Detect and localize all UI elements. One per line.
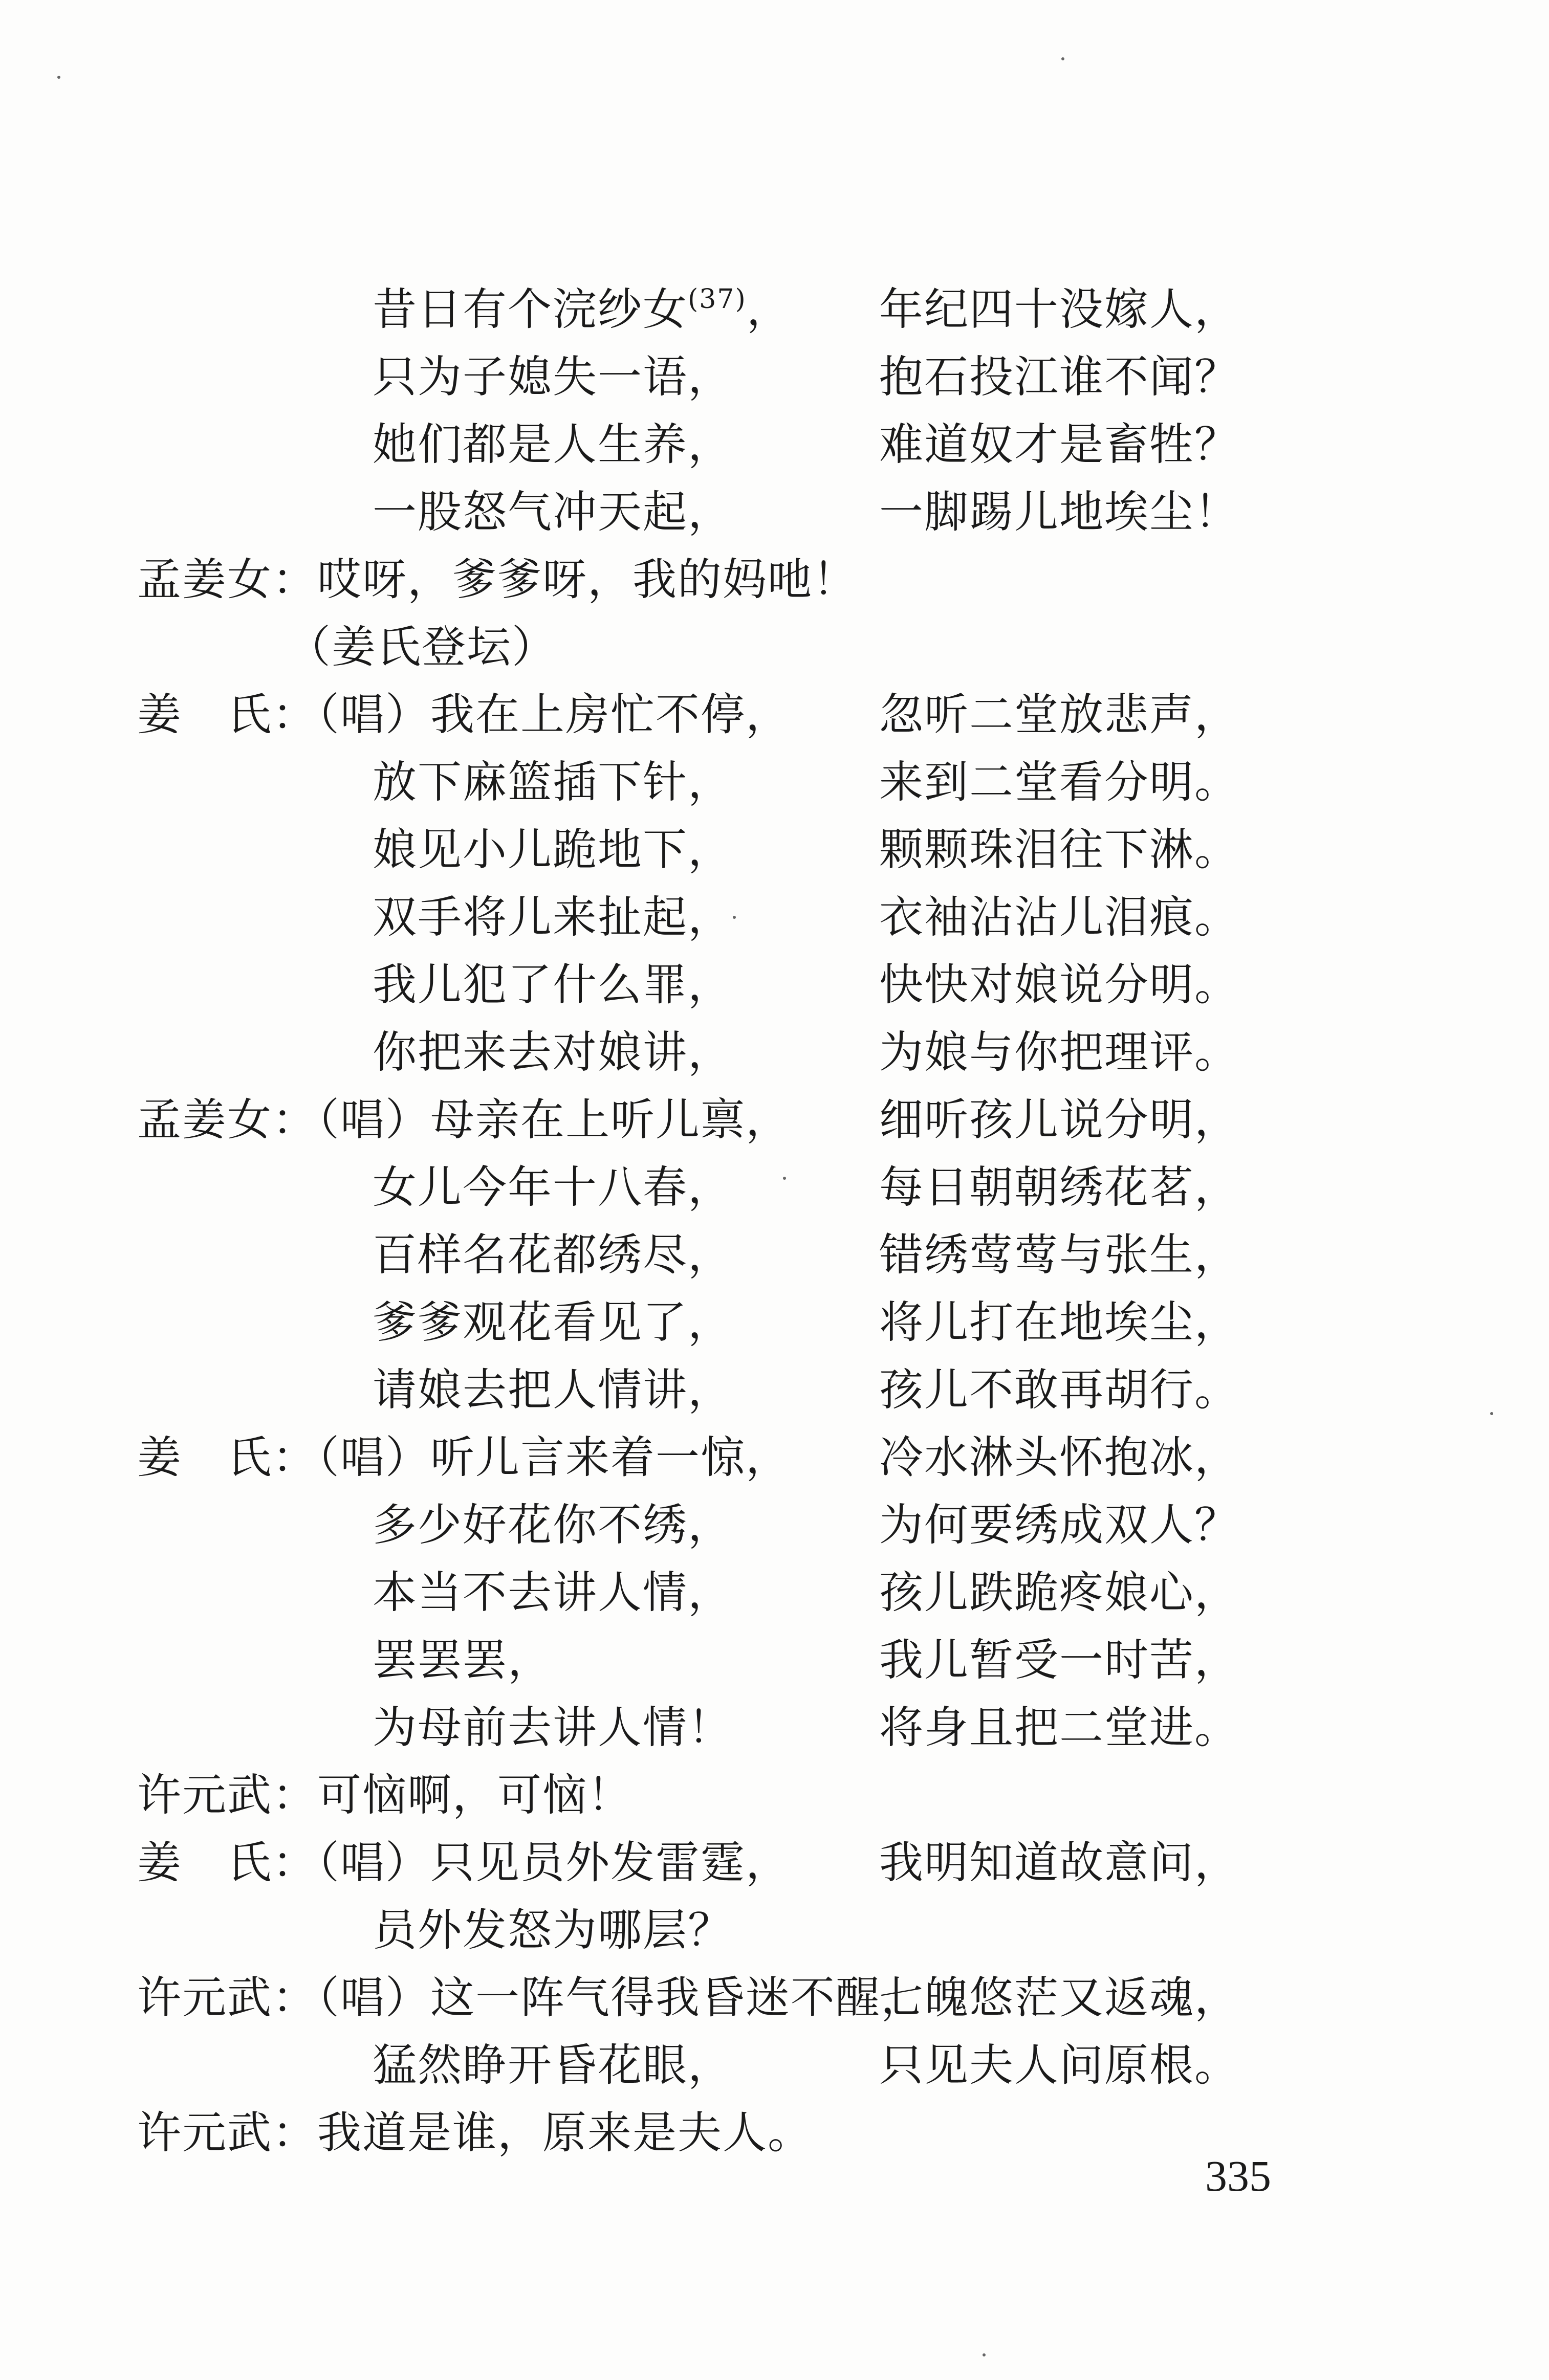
verse-left: 请娘去把人情讲， [373,1364,733,1416]
verse-left: 双手将儿来扯起， [373,892,733,943]
verse-left: 女儿今年十八春， [373,1162,733,1213]
scan-speck [733,916,736,919]
verse-right: 抱石投江谁不闻？ [879,351,1239,403]
stage-direction-text: （姜氏登坛） [287,622,557,673]
speaker-verse: 孟姜女：（唱）母亲在上听儿禀， [137,1094,791,1145]
verse-right: 冷水淋头怀抱冰， [879,1432,1239,1483]
verse-right: 孩儿不敢再胡行。 [879,1364,1239,1416]
dialogue-text: 孟姜女：哎呀，爹爹呀，我的妈吔！ [137,554,858,605]
scan-speck [983,2353,986,2356]
verse-left: 猛然睁开昏花眼， [373,2040,733,2091]
verse-right: 为娘与你把理评。 [879,1027,1239,1078]
speaker-verse: 姜 氏：（唱）听儿言来着一惊， [137,1432,791,1483]
verse-right: 为何要绣成双人？ [879,1500,1239,1551]
verse-left: 爹爹观花看见了， [373,1297,733,1348]
verse-left: 百样名花都绣尽， [373,1229,733,1281]
verse-left: 她们都是人生养， [373,419,733,470]
verse-right: 难道奴才是畜牲？ [879,419,1239,470]
verse-left: 多少好花你不绣， [373,1500,733,1551]
verse-right: 孩儿跌跪疼娘心， [879,1567,1239,1618]
verse-right: 错绣莺莺与张生， [879,1229,1239,1281]
verse-right: 快快对娘说分明。 [879,959,1239,1010]
verse-right: 我明知道故意问， [879,1837,1239,1888]
scan-speck [1061,57,1064,60]
verse-left: 娘见小儿跪地下， [373,824,733,875]
verse-right: 将身且把二堂进。 [879,1702,1239,1753]
verse-right: 七魄悠茫又返魂， [879,1972,1239,2023]
verse-right: 颗颗珠泪往下淋。 [879,824,1239,875]
verse-right: 年纪四十没嫁人， [879,284,1239,335]
verse-left: 只为子媳失一语， [373,351,733,403]
verse-right: 忽听二堂放悲声， [879,689,1239,740]
speaker-verse: 姜 氏：（唱）只见员外发雷霆， [137,1837,791,1888]
verse-right: 每日朝朝绣花茗， [879,1162,1239,1213]
verse-left: 你把来去对娘讲， [373,1027,733,1078]
verse-right: 细听孩儿说分明， [879,1094,1239,1145]
verse-left: 员外发怒为哪层？ [373,1905,733,1956]
page-number: 335 [1205,2151,1271,2200]
verse-right: 衣袖沾沾儿泪痕。 [879,892,1239,943]
verse-left: 为母前去讲人情！ [373,1702,733,1753]
verse-left: 昔日有个浣纱女$^{(37)}$， [373,284,792,335]
verse-left: 放下麻篮插下针， [373,757,733,808]
dialogue-text: 许元武：可恼啊，可恼！ [137,1770,632,1821]
footnote-marker: (37) [688,284,747,315]
verse-left: 我儿犯了什么罪， [373,959,733,1010]
speaker-verse: 姜 氏：（唱）我在上房忙不停， [137,689,791,740]
verse-right: 只见夫人问原根。 [879,2040,1239,2091]
scan-speck [57,76,60,79]
verse-left: 本当不去讲人情， [373,1567,733,1618]
speaker-verse: 许元武：（唱）这一阵气得我昏迷不醒， [137,1972,926,2023]
dialogue-text: 许元武：我道是谁，原来是夫人。 [137,2107,813,2158]
verse-left: 一股怒气冲天起， [373,487,733,538]
verse-left: 罢罢罢， [373,1635,553,1686]
verse-right: 我儿暂受一时苦， [879,1635,1239,1686]
verse-right: 一脚踢儿地埃尘！ [879,487,1239,538]
verse-right: 将儿打在地埃尘， [879,1297,1239,1348]
scan-speck [783,1177,786,1180]
scan-speck [1490,1412,1493,1415]
verse-right: 来到二堂看分明。 [879,757,1239,808]
